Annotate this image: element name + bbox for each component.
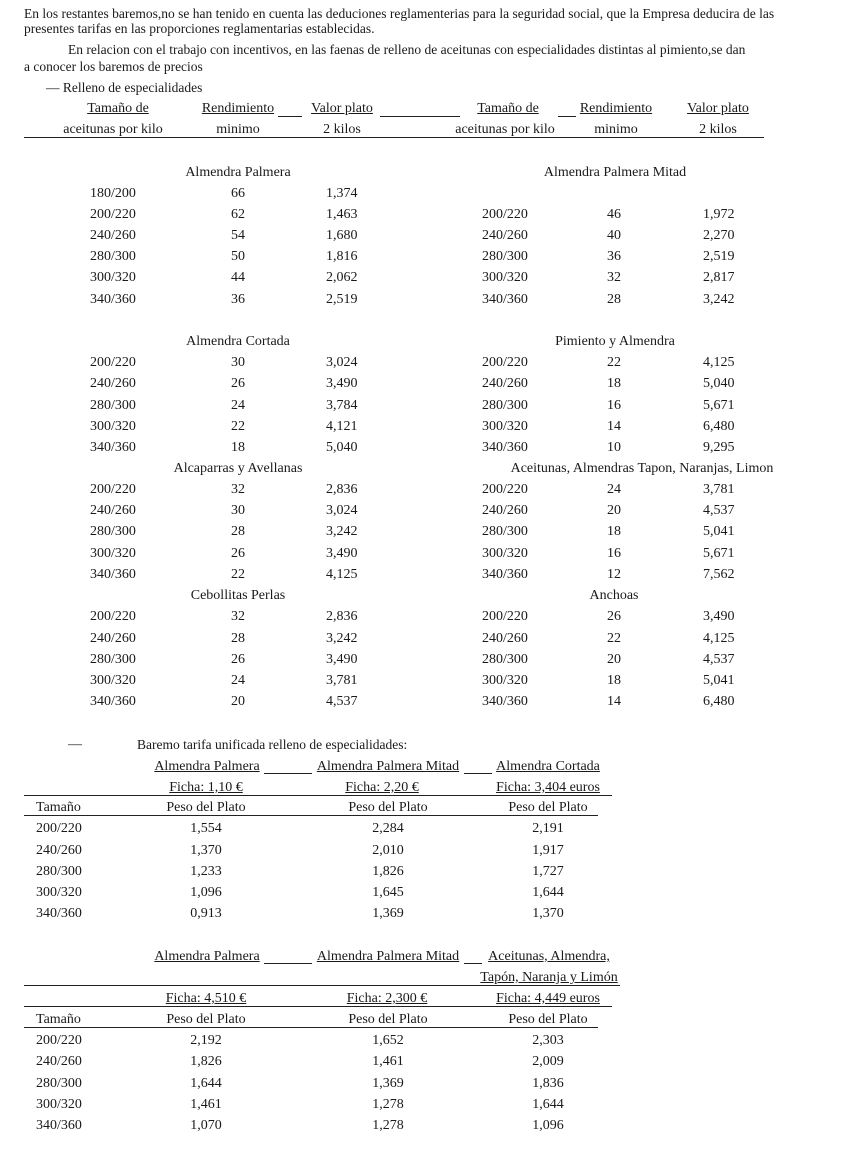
- section-title: Almendra Palmera: [185, 165, 291, 180]
- row-yield: 22: [607, 355, 621, 370]
- row-size: 200/220: [90, 355, 136, 370]
- row-size: 200/220: [90, 207, 136, 222]
- table2-peso-col3: Peso del Plato: [508, 1012, 588, 1027]
- header-rule-left-a: [278, 116, 302, 117]
- unified-dash: —: [68, 737, 82, 752]
- table2-header-rule-a: [264, 963, 312, 964]
- table2-row-col1: 1,070: [190, 1118, 222, 1133]
- row-size: 280/300: [90, 398, 136, 413]
- row-value: 5,041: [703, 524, 735, 539]
- row-size: 240/260: [90, 376, 136, 391]
- table2-row-size: 240/260: [36, 1054, 82, 1069]
- table2-row-size: 280/300: [36, 1076, 82, 1091]
- row-yield: 44: [231, 270, 245, 285]
- row-size: 300/320: [482, 546, 528, 561]
- row-value: 1,680: [326, 228, 358, 243]
- table1-peso-rule: [24, 815, 598, 816]
- row-yield: 54: [231, 228, 245, 243]
- section-title: Cebollitas Perlas: [190, 588, 286, 603]
- row-value: 3,024: [326, 355, 358, 370]
- table1-row-col2: 2,010: [372, 843, 404, 858]
- table2-header-rule-b: [464, 963, 482, 964]
- row-yield: 26: [231, 652, 245, 667]
- row-value: 3,490: [326, 546, 358, 561]
- table2-ficha-col2: Ficha: 2,300 €: [346, 991, 428, 1006]
- row-yield: 18: [607, 524, 621, 539]
- row-value: 4,537: [326, 694, 358, 709]
- table2-row-col2: 1,278: [372, 1118, 404, 1133]
- table1-size-label: Tamaño: [36, 800, 81, 815]
- row-value: 4,537: [703, 503, 735, 518]
- table1-ficha-col1: Ficha: 1,10 €: [169, 780, 243, 795]
- row-value: 2,519: [326, 292, 358, 307]
- row-yield: 14: [607, 419, 621, 434]
- row-size: 240/260: [90, 503, 136, 518]
- row-yield: 26: [231, 376, 245, 391]
- table1-row-col3: 1,370: [532, 906, 564, 921]
- row-yield: 12: [607, 567, 621, 582]
- table1-row-col3: 1,727: [532, 864, 564, 879]
- row-yield: 30: [231, 503, 245, 518]
- row-yield: 22: [607, 631, 621, 646]
- row-yield: 18: [607, 376, 621, 391]
- row-size: 280/300: [90, 524, 136, 539]
- table1-row-col3: 2,191: [532, 821, 564, 836]
- row-size: 300/320: [90, 546, 136, 561]
- table2-row-col2: 1,369: [372, 1076, 404, 1091]
- table2-row-col2: 1,652: [372, 1033, 404, 1048]
- section-title: Almendra Cortada: [186, 334, 290, 349]
- table1-row-col1: 0,913: [190, 906, 222, 921]
- row-size: 280/300: [482, 652, 528, 667]
- row-value: 5,671: [703, 398, 735, 413]
- table1-row-col2: 1,645: [372, 885, 404, 900]
- table2-peso-col2: Peso del Plato: [348, 1012, 428, 1027]
- header-size-line2-right: aceitunas por kilo: [455, 122, 555, 137]
- row-value: 3,242: [326, 631, 358, 646]
- header-bottom-rule: [24, 137, 764, 138]
- table1-row-col2: 1,826: [372, 864, 404, 879]
- row-size: 240/260: [482, 228, 528, 243]
- row-value: 2,836: [326, 482, 358, 497]
- row-value: 3,490: [326, 652, 358, 667]
- row-size: 200/220: [482, 355, 528, 370]
- row-yield: 16: [607, 398, 621, 413]
- header-yield-line1-right: Rendimiento: [579, 101, 653, 116]
- table2-header-col3-line2: Tapón, Naranja y Limón: [480, 970, 618, 985]
- row-size: 300/320: [482, 673, 528, 688]
- table1-row-col3: 1,644: [532, 885, 564, 900]
- row-size: 280/300: [90, 652, 136, 667]
- intro-paragraph-1: En los restantes baremos,no se han tenido en cuenta las deduciones reglamenterias para la seguridad social, que la Empresa deducira de las presentes tarifas en las proporciones reglamentarias establecidas.: [24, 6, 775, 36]
- table2-size-label: Tamaño: [36, 1012, 81, 1027]
- table1-row-col2: 1,369: [372, 906, 404, 921]
- table1-row-size: 200/220: [36, 821, 82, 836]
- row-yield: 20: [231, 694, 245, 709]
- row-yield: 32: [607, 270, 621, 285]
- section-title: Pimiento y Almendra: [555, 334, 675, 349]
- row-yield: 22: [231, 419, 245, 434]
- row-value: 1,816: [326, 249, 358, 264]
- header-rule-left-b: [380, 116, 460, 117]
- row-yield: 32: [231, 482, 245, 497]
- row-size: 240/260: [90, 228, 136, 243]
- row-yield: 18: [231, 440, 245, 455]
- header-size-line2-left: aceitunas por kilo: [63, 122, 163, 137]
- row-value: 4,125: [326, 567, 358, 582]
- row-size: 300/320: [90, 270, 136, 285]
- row-size: 200/220: [90, 482, 136, 497]
- row-size: 200/220: [482, 207, 528, 222]
- row-value: 4,125: [703, 355, 735, 370]
- section-bullet-relleno: — Relleno de especialidades: [46, 80, 203, 95]
- table2-row-col3: 1,836: [532, 1076, 564, 1091]
- table2-ficha-col3: Ficha: 4,449 euros: [496, 991, 600, 1006]
- row-yield: 18: [607, 673, 621, 688]
- table2-row-col3: 1,096: [532, 1118, 564, 1133]
- intro-paragraph-2-line-2: a conocer los baremos de precios: [24, 59, 203, 74]
- table2-row-col2: 1,461: [372, 1054, 404, 1069]
- row-value: 2,817: [703, 270, 735, 285]
- row-value: 3,242: [326, 524, 358, 539]
- row-size: 340/360: [90, 567, 136, 582]
- table1-header-col2: Almendra Palmera Mitad: [316, 759, 460, 774]
- row-yield: 24: [231, 673, 245, 688]
- row-yield: 36: [231, 292, 245, 307]
- row-yield: 32: [231, 609, 245, 624]
- table1-row-size: 280/300: [36, 864, 82, 879]
- row-size: 340/360: [90, 694, 136, 709]
- row-size: 300/320: [482, 270, 528, 285]
- row-size: 280/300: [482, 398, 528, 413]
- header-value-line2-right: 2 kilos: [699, 122, 737, 137]
- row-yield: 10: [607, 440, 621, 455]
- table1-row-col1: 1,096: [190, 885, 222, 900]
- row-value: 2,270: [703, 228, 735, 243]
- row-size: 340/360: [90, 440, 136, 455]
- table2-row-col3: 2,009: [532, 1054, 564, 1069]
- table2-row-size: 200/220: [36, 1033, 82, 1048]
- row-yield: 22: [231, 567, 245, 582]
- row-value: 5,041: [703, 673, 735, 688]
- section-title: Almendra Palmera Mitad: [543, 165, 687, 180]
- row-size: 280/300: [482, 524, 528, 539]
- table2-ficha-col1: Ficha: 4,510 €: [165, 991, 247, 1006]
- table1-row-col1: 1,233: [190, 864, 222, 879]
- table1-row-size: 340/360: [36, 906, 82, 921]
- unified-title: Baremo tarifa unificada relleno de especialidades:: [137, 737, 408, 752]
- table1-ficha-col2: Ficha: 2,20 €: [345, 780, 419, 795]
- section-title: Aceitunas, Almendras Tapon, Naranjas, Limon: [510, 461, 774, 476]
- row-value: 4,125: [703, 631, 735, 646]
- row-value: 5,671: [703, 546, 735, 561]
- table2-row-col3: 1,644: [532, 1097, 564, 1112]
- table1-peso-col2: Peso del Plato: [348, 800, 428, 815]
- table2-peso-rule: [24, 1027, 598, 1028]
- row-value: 3,242: [703, 292, 735, 307]
- row-value: 2,519: [703, 249, 735, 264]
- row-yield: 26: [607, 609, 621, 624]
- row-size: 240/260: [482, 503, 528, 518]
- header-size-line1-right: Tamaño de: [477, 101, 539, 116]
- row-size: 200/220: [90, 609, 136, 624]
- row-yield: 16: [607, 546, 621, 561]
- table1-peso-col3: Peso del Plato: [508, 800, 588, 815]
- table1-header-col1: Almendra Palmera: [154, 759, 260, 774]
- row-size: 200/220: [482, 482, 528, 497]
- row-value: 3,781: [326, 673, 358, 688]
- table1-row-col3: 1,917: [532, 843, 564, 858]
- intro-paragraph-2-line-1: En relacion con el trabajo con incentivos, en las faenas de relleno de aceitunas con especialidades distintas al pimiento,se dan: [68, 42, 746, 57]
- row-yield: 36: [607, 249, 621, 264]
- table2-row-col1: 1,826: [190, 1054, 222, 1069]
- row-yield: 30: [231, 355, 245, 370]
- row-yield: 24: [231, 398, 245, 413]
- row-value: 3,024: [326, 503, 358, 518]
- row-size: 340/360: [482, 567, 528, 582]
- row-yield: 14: [607, 694, 621, 709]
- row-yield: 26: [231, 546, 245, 561]
- row-value: 1,463: [326, 207, 358, 222]
- table2-header-col1: Almendra Palmera: [154, 949, 260, 964]
- table1-header-rule-a: [264, 773, 312, 774]
- table2-header-bottom-rule: [24, 985, 620, 986]
- row-yield: 50: [231, 249, 245, 264]
- row-value: 1,972: [703, 207, 735, 222]
- table2-row-col1: 1,644: [190, 1076, 222, 1091]
- row-yield: 20: [607, 652, 621, 667]
- table1-ficha-rule: [24, 795, 612, 796]
- header-yield-line1-left: Rendimiento: [201, 101, 275, 116]
- table1-row-size: 300/320: [36, 885, 82, 900]
- table2-peso-col1: Peso del Plato: [166, 1012, 246, 1027]
- header-size-line1-left: Tamaño de: [87, 101, 149, 116]
- row-size: 240/260: [482, 376, 528, 391]
- row-value: 3,490: [703, 609, 735, 624]
- table1-header-rule-b: [464, 773, 492, 774]
- table1-row-col1: 1,554: [190, 821, 222, 836]
- table2-row-col1: 2,192: [190, 1033, 222, 1048]
- row-size: 340/360: [482, 440, 528, 455]
- row-size: 180/200: [90, 186, 136, 201]
- table1-peso-col1: Peso del Plato: [166, 800, 246, 815]
- row-value: 3,781: [703, 482, 735, 497]
- table2-header-col2: Almendra Palmera Mitad: [316, 949, 460, 964]
- table2-row-size: 300/320: [36, 1097, 82, 1112]
- table1-ficha-col3: Ficha: 3,404 euros: [496, 780, 600, 795]
- row-size: 280/300: [90, 249, 136, 264]
- row-size: 300/320: [90, 419, 136, 434]
- row-value: 5,040: [703, 376, 735, 391]
- row-size: 280/300: [482, 249, 528, 264]
- row-value: 7,562: [703, 567, 735, 582]
- row-yield: 28: [231, 524, 245, 539]
- row-yield: 24: [607, 482, 621, 497]
- section-title: Anchoas: [589, 588, 639, 603]
- row-value: 6,480: [703, 694, 735, 709]
- row-value: 3,490: [326, 376, 358, 391]
- row-yield: 28: [607, 292, 621, 307]
- row-size: 300/320: [90, 673, 136, 688]
- table2-row-col1: 1,461: [190, 1097, 222, 1112]
- header-yield-line2-right: minimo: [594, 122, 638, 137]
- table2-row-col3: 2,303: [532, 1033, 564, 1048]
- header-value-line2-left: 2 kilos: [323, 122, 361, 137]
- row-yield: 40: [607, 228, 621, 243]
- table2-header-col3: Aceitunas, Almendra,: [488, 949, 610, 964]
- row-size: 300/320: [482, 419, 528, 434]
- row-value: 9,295: [703, 440, 735, 455]
- row-yield: 46: [607, 207, 621, 222]
- table2-ficha-rule: [24, 1006, 612, 1007]
- row-size: 340/360: [482, 694, 528, 709]
- table2-row-col2: 1,278: [372, 1097, 404, 1112]
- row-value: 6,480: [703, 419, 735, 434]
- header-value-line1-right: Valor plato: [687, 101, 749, 116]
- row-yield: 66: [231, 186, 245, 201]
- row-value: 4,537: [703, 652, 735, 667]
- row-yield: 28: [231, 631, 245, 646]
- row-size: 200/220: [482, 609, 528, 624]
- table2-row-size: 340/360: [36, 1118, 82, 1133]
- row-size: 240/260: [90, 631, 136, 646]
- row-size: 340/360: [90, 292, 136, 307]
- row-yield: 20: [607, 503, 621, 518]
- row-yield: 62: [231, 207, 245, 222]
- row-value: 2,836: [326, 609, 358, 624]
- row-value: 4,121: [326, 419, 358, 434]
- row-size: 240/260: [482, 631, 528, 646]
- row-value: 2,062: [326, 270, 358, 285]
- row-size: 340/360: [482, 292, 528, 307]
- header-yield-line2-left: minimo: [216, 122, 260, 137]
- table1-row-size: 240/260: [36, 843, 82, 858]
- table1-row-col2: 2,284: [372, 821, 404, 836]
- row-value: 1,374: [326, 186, 358, 201]
- header-value-line1-left: Valor plato: [311, 101, 373, 116]
- section-title: Alcaparras y Avellanas: [173, 461, 303, 476]
- row-value: 5,040: [326, 440, 358, 455]
- row-value: 3,784: [326, 398, 358, 413]
- table1-row-col1: 1,370: [190, 843, 222, 858]
- header-rule-right-a: [558, 116, 576, 117]
- table1-header-col3: Almendra Cortada: [496, 759, 600, 774]
